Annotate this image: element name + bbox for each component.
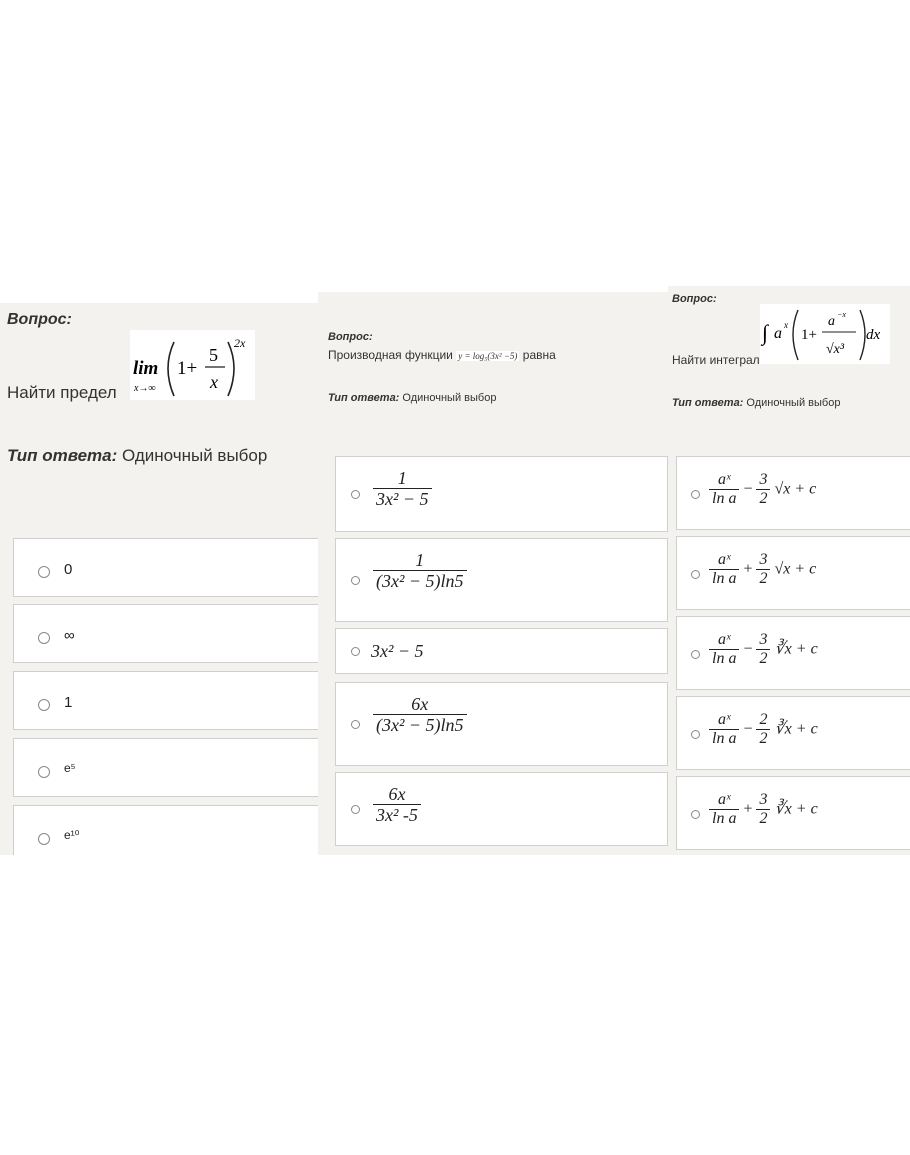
numerator-exponent: −x [837,310,846,319]
answer-option-5[interactable] [676,776,910,850]
coef-denominator: 2 [756,729,770,748]
one-plus-text: 1+ [801,327,817,343]
sign: + [743,800,753,818]
question-text: Найти интеграл [672,353,760,367]
numerator: aˣ [717,551,731,568]
root: ∛x [774,800,792,818]
answer-option-1[interactable] [676,456,910,530]
option-formula: 3x² − 5 [371,641,424,661]
coef-numerator: 3 [759,471,768,488]
numerator: 1 [415,550,425,570]
option-formula [373,785,421,825]
answer-option-2[interactable] [335,538,668,622]
question-panel-limit [0,303,318,855]
sign: − [743,720,753,738]
question-text: Найти предел [7,383,117,402]
numerator: aˣ [717,471,731,488]
inline-function-formula: y = log₅(3x² −5) [458,351,518,361]
root: ∛x [774,640,792,658]
option-formula [709,552,816,588]
root: ∛x [774,720,792,738]
question-text [328,348,556,362]
fraction-denominator: √x³ [826,342,845,357]
integral-sign: ∫ [762,320,769,345]
integral-formula [760,304,890,364]
answer-option-2[interactable] [676,536,910,610]
constant: + c [795,800,818,818]
answer-option-3[interactable] [335,628,668,674]
question-panel-integral [668,286,910,855]
denominator: 3x² -5 [373,804,421,825]
fraction-numerator: 5 [209,345,218,365]
coef-denominator: 2 [756,649,770,668]
radio-button[interactable] [691,730,700,739]
answer-type-label: Тип ответа: [672,397,744,409]
integrand-base: a [774,325,782,342]
answer-type-value: Одиночный выбор [402,392,497,404]
option-text: 1 [64,694,73,711]
limit-formula [130,330,255,400]
radio-button[interactable] [38,833,50,845]
denominator: ln a [709,809,739,828]
denominator: ln a [709,729,739,748]
constant: + c [794,480,817,498]
lim-text: lim [133,358,159,379]
radio-button[interactable] [351,647,360,656]
radio-button[interactable] [38,699,50,711]
option-formula [373,551,467,591]
radio-button[interactable] [691,650,700,659]
option-formula [373,695,467,735]
answer-type-label: Тип ответа: [7,446,118,465]
question-text-before: Производная функции [328,348,453,362]
answer-option-4[interactable] [676,696,910,770]
answer-type [672,397,840,409]
numerator: aˣ [717,791,731,808]
answer-option-5[interactable] [13,805,318,855]
numerator: 6x [411,694,429,714]
sign: − [743,480,753,498]
radio-button[interactable] [38,766,50,778]
answer-option-1[interactable] [335,456,668,532]
answer-option-4[interactable] [13,738,318,797]
option-formula [373,469,432,509]
radio-button[interactable] [351,490,360,499]
coef-denominator: 2 [756,809,770,828]
radio-button[interactable] [351,805,360,814]
numerator: 1 [397,468,407,488]
answer-type-value: Одиночный выбор [122,446,268,465]
constant: + c [795,720,818,738]
coef-numerator: 3 [759,551,768,568]
root: √x [774,560,791,578]
option-formula [709,712,818,748]
numerator: aˣ [717,631,731,648]
constant: + c [795,640,818,658]
coef-numerator: 2 [759,711,768,728]
question-label: Вопрос: [328,331,373,343]
coef-denominator: 2 [756,569,770,588]
answer-option-5[interactable] [335,772,668,846]
radio-button[interactable] [38,632,50,644]
radio-button[interactable] [38,566,50,578]
question-panel-derivative [318,292,668,855]
fraction-denominator: x [210,372,218,392]
numerator: 6x [388,784,406,804]
sign: + [743,560,753,578]
answer-type-value: Одиночный выбор [746,397,841,409]
answer-type [7,446,267,466]
answer-option-3[interactable] [13,671,318,730]
denominator: ln a [709,489,739,508]
radio-button[interactable] [691,490,700,499]
coef-numerator: 3 [759,791,768,808]
question-label: Вопрос: [672,293,717,305]
power-text: 2x [234,336,246,350]
dx-text: dx [866,327,881,343]
sign: − [743,640,753,658]
coef-denominator: 2 [756,489,770,508]
answer-option-3[interactable] [676,616,910,690]
answer-type [328,392,496,404]
numerator: aˣ [717,711,731,728]
radio-button[interactable] [351,576,360,585]
constant: + c [794,560,817,578]
option-text: e¹⁰ [64,828,80,842]
denominator: ln a [709,569,739,588]
denominator: 3x² − 5 [373,488,432,509]
coef-numerator: 3 [759,631,768,648]
option-formula [709,472,816,508]
denominator: (3x² − 5)ln5 [373,570,467,591]
option-text: e⁵ [64,761,76,775]
one-plus-text: 1+ [177,358,198,379]
option-formula [709,632,818,668]
denominator: (3x² − 5)ln5 [373,714,467,735]
question-text-after: равна [522,348,556,362]
answer-type-label: Тип ответа: [328,392,400,404]
integrand-exponent: x [784,320,788,330]
denominator: ln a [709,649,739,668]
option-formula [709,792,818,828]
question-label: Вопрос: [7,311,72,328]
answer-option-2[interactable] [13,604,318,663]
radio-button[interactable] [351,720,360,729]
root: √x [774,480,791,498]
answer-option-1[interactable] [13,538,318,597]
fraction-numerator: a [828,314,835,329]
answer-option-4[interactable] [335,682,668,766]
option-text: ∞ [64,627,75,644]
option-text: 0 [64,561,73,578]
radio-button[interactable] [691,570,700,579]
radio-button[interactable] [691,810,700,819]
lim-subscript: x→∞ [134,383,156,394]
